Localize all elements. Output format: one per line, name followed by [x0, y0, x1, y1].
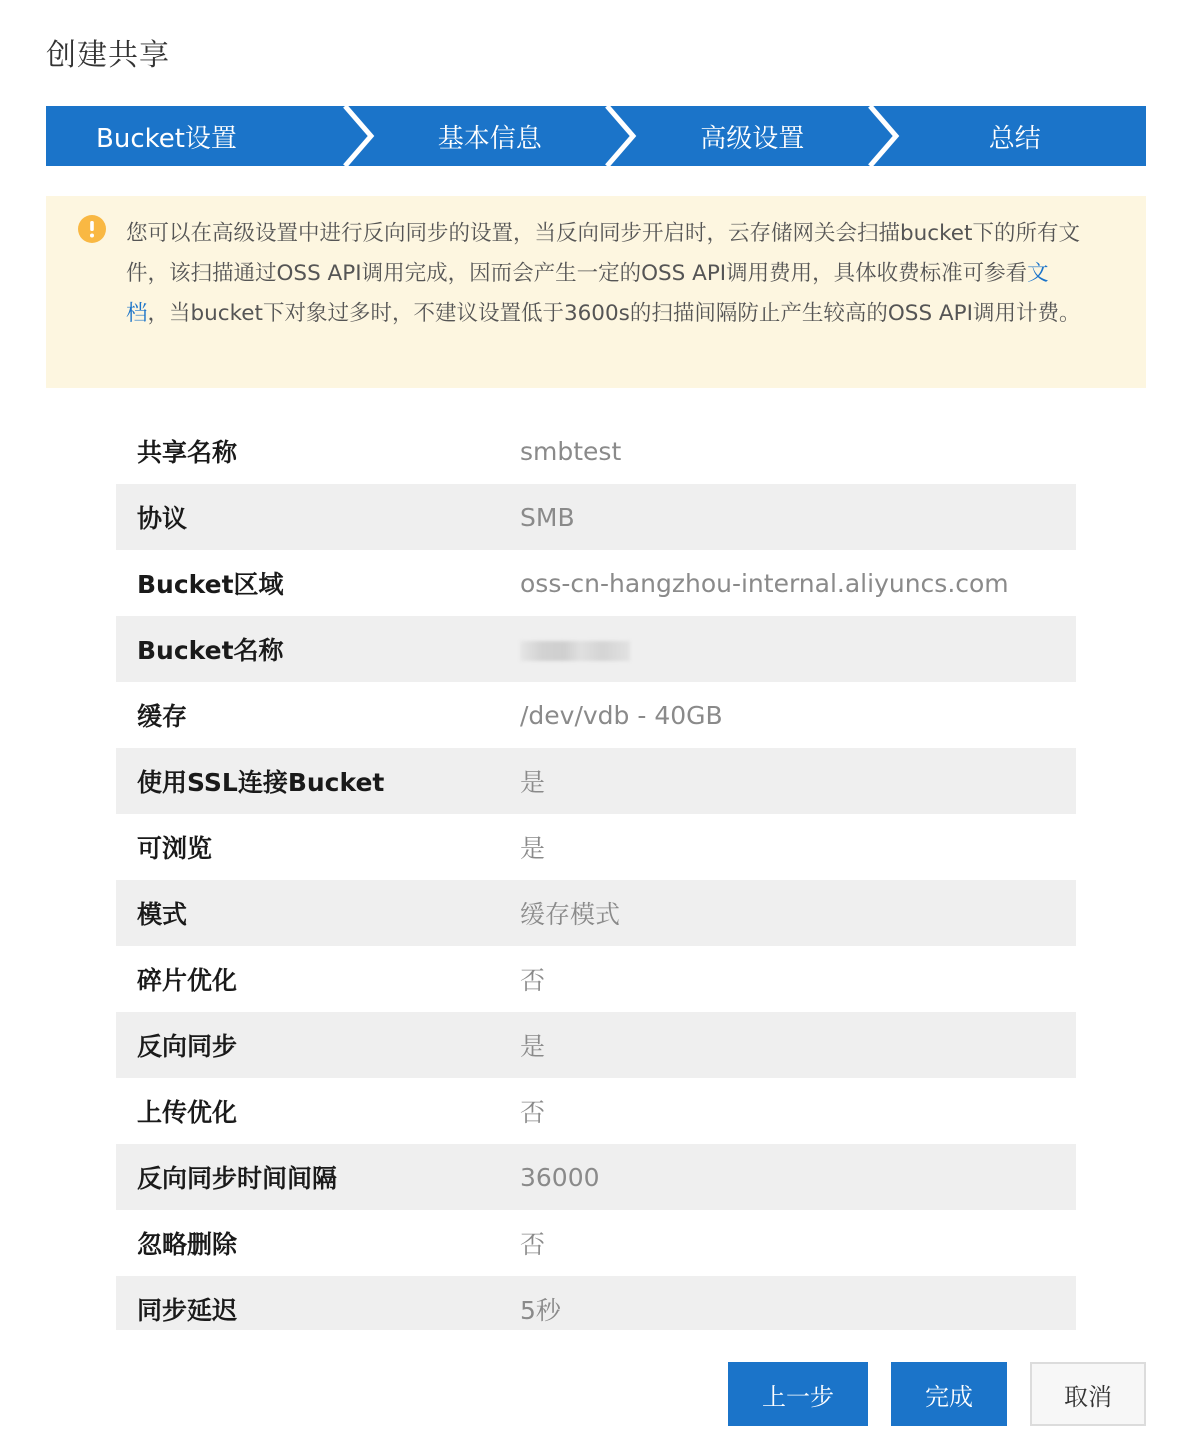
row-label: 协议 [137, 504, 188, 533]
redacted-blur [520, 641, 630, 661]
reverse-sync-warning-alert [46, 196, 1146, 388]
row-label: 共享名称 [137, 438, 238, 467]
summary-row-reverse-sync-interval [116, 1144, 1076, 1210]
row-value-redacted [520, 635, 630, 664]
warning-circle-icon [78, 215, 106, 243]
summary-row-fragment-optimization [116, 946, 1076, 1012]
row-label: Bucket区域 [137, 570, 284, 599]
row-value: SMB [520, 502, 575, 532]
summary-row-ssl [116, 748, 1076, 814]
summary-row-protocol [116, 484, 1076, 550]
chevron-right-icon [864, 106, 904, 166]
step-label: 总结 [988, 123, 1041, 154]
step-summary [884, 106, 1147, 166]
row-value: 是 [520, 768, 546, 797]
row-label: 碎片优化 [137, 966, 238, 995]
row-label: 忽略删除 [137, 1230, 238, 1259]
row-label: 上传优化 [137, 1098, 238, 1127]
step-label: 高级设置 [700, 123, 805, 154]
row-value: 缓存模式 [520, 900, 621, 929]
alert-message [126, 214, 1086, 334]
row-value: /dev/vdb - 40GB [520, 700, 723, 730]
previous-step-button[interactable]: 上一步 [728, 1362, 868, 1426]
docs-link[interactable]: 文档 [126, 261, 1049, 326]
step-label: 基本信息 [437, 123, 542, 154]
row-label: 缓存 [137, 702, 188, 731]
row-label: 反向同步 [137, 1032, 238, 1061]
row-value: 是 [520, 834, 546, 863]
summary-row-ignore-delete [116, 1210, 1076, 1276]
summary-row-upload-optimization [116, 1078, 1076, 1144]
page-title: 创建共享 [46, 38, 170, 73]
cancel-button[interactable]: 取消 [1030, 1362, 1146, 1426]
step-bucket-settings [46, 106, 359, 166]
summary-row-bucket-region [116, 550, 1076, 616]
summary-table [116, 418, 1076, 1330]
chevron-right-icon [339, 106, 379, 166]
wizard-steps [46, 106, 1146, 166]
row-value: 是 [520, 1032, 546, 1061]
row-value: smbtest [520, 436, 622, 466]
row-label: 可浏览 [137, 834, 213, 863]
row-value: oss-cn-hangzhou-internal.aliyuncs.com [520, 568, 1009, 598]
row-value: 36000 [520, 1162, 600, 1192]
chevron-right-icon [601, 106, 641, 166]
summary-row-share-name [116, 418, 1076, 484]
row-value: 否 [520, 1230, 546, 1259]
step-basic-info [359, 106, 622, 166]
row-label: Bucket名称 [137, 636, 284, 665]
row-value: 5秒 [520, 1296, 561, 1325]
step-label: Bucket设置 [96, 123, 237, 154]
summary-row-cache [116, 682, 1076, 748]
row-label: 模式 [137, 900, 188, 929]
row-value: 否 [520, 966, 546, 995]
alert-text-part: 您可以在高级设置中进行反向同步的设置，当反向同步开启时，云存储网关会扫描bucket下的所有文件，该扫描通过OSS API调用完成，因而会产生一定的OSS API调用费用，具体收费标准可参看 [126, 221, 1080, 286]
alert-text-part: ，当bucket下对象过多时，不建议设置低于3600s的扫描间隔防止产生较高的OSS API调用计费。 [147, 301, 1081, 326]
row-label: 反向同步时间间隔 [137, 1164, 338, 1193]
row-label: 使用SSL连接Bucket [137, 768, 385, 797]
row-label: 同步延迟 [137, 1296, 238, 1325]
summary-row-browsable [116, 814, 1076, 880]
step-advanced-settings [621, 106, 884, 166]
summary-row-mode [116, 880, 1076, 946]
summary-row-reverse-sync [116, 1012, 1076, 1078]
summary-row-bucket-name [116, 616, 1076, 682]
finish-button[interactable]: 完成 [891, 1362, 1007, 1426]
summary-row-sync-delay [116, 1276, 1076, 1330]
row-value: 否 [520, 1098, 546, 1127]
